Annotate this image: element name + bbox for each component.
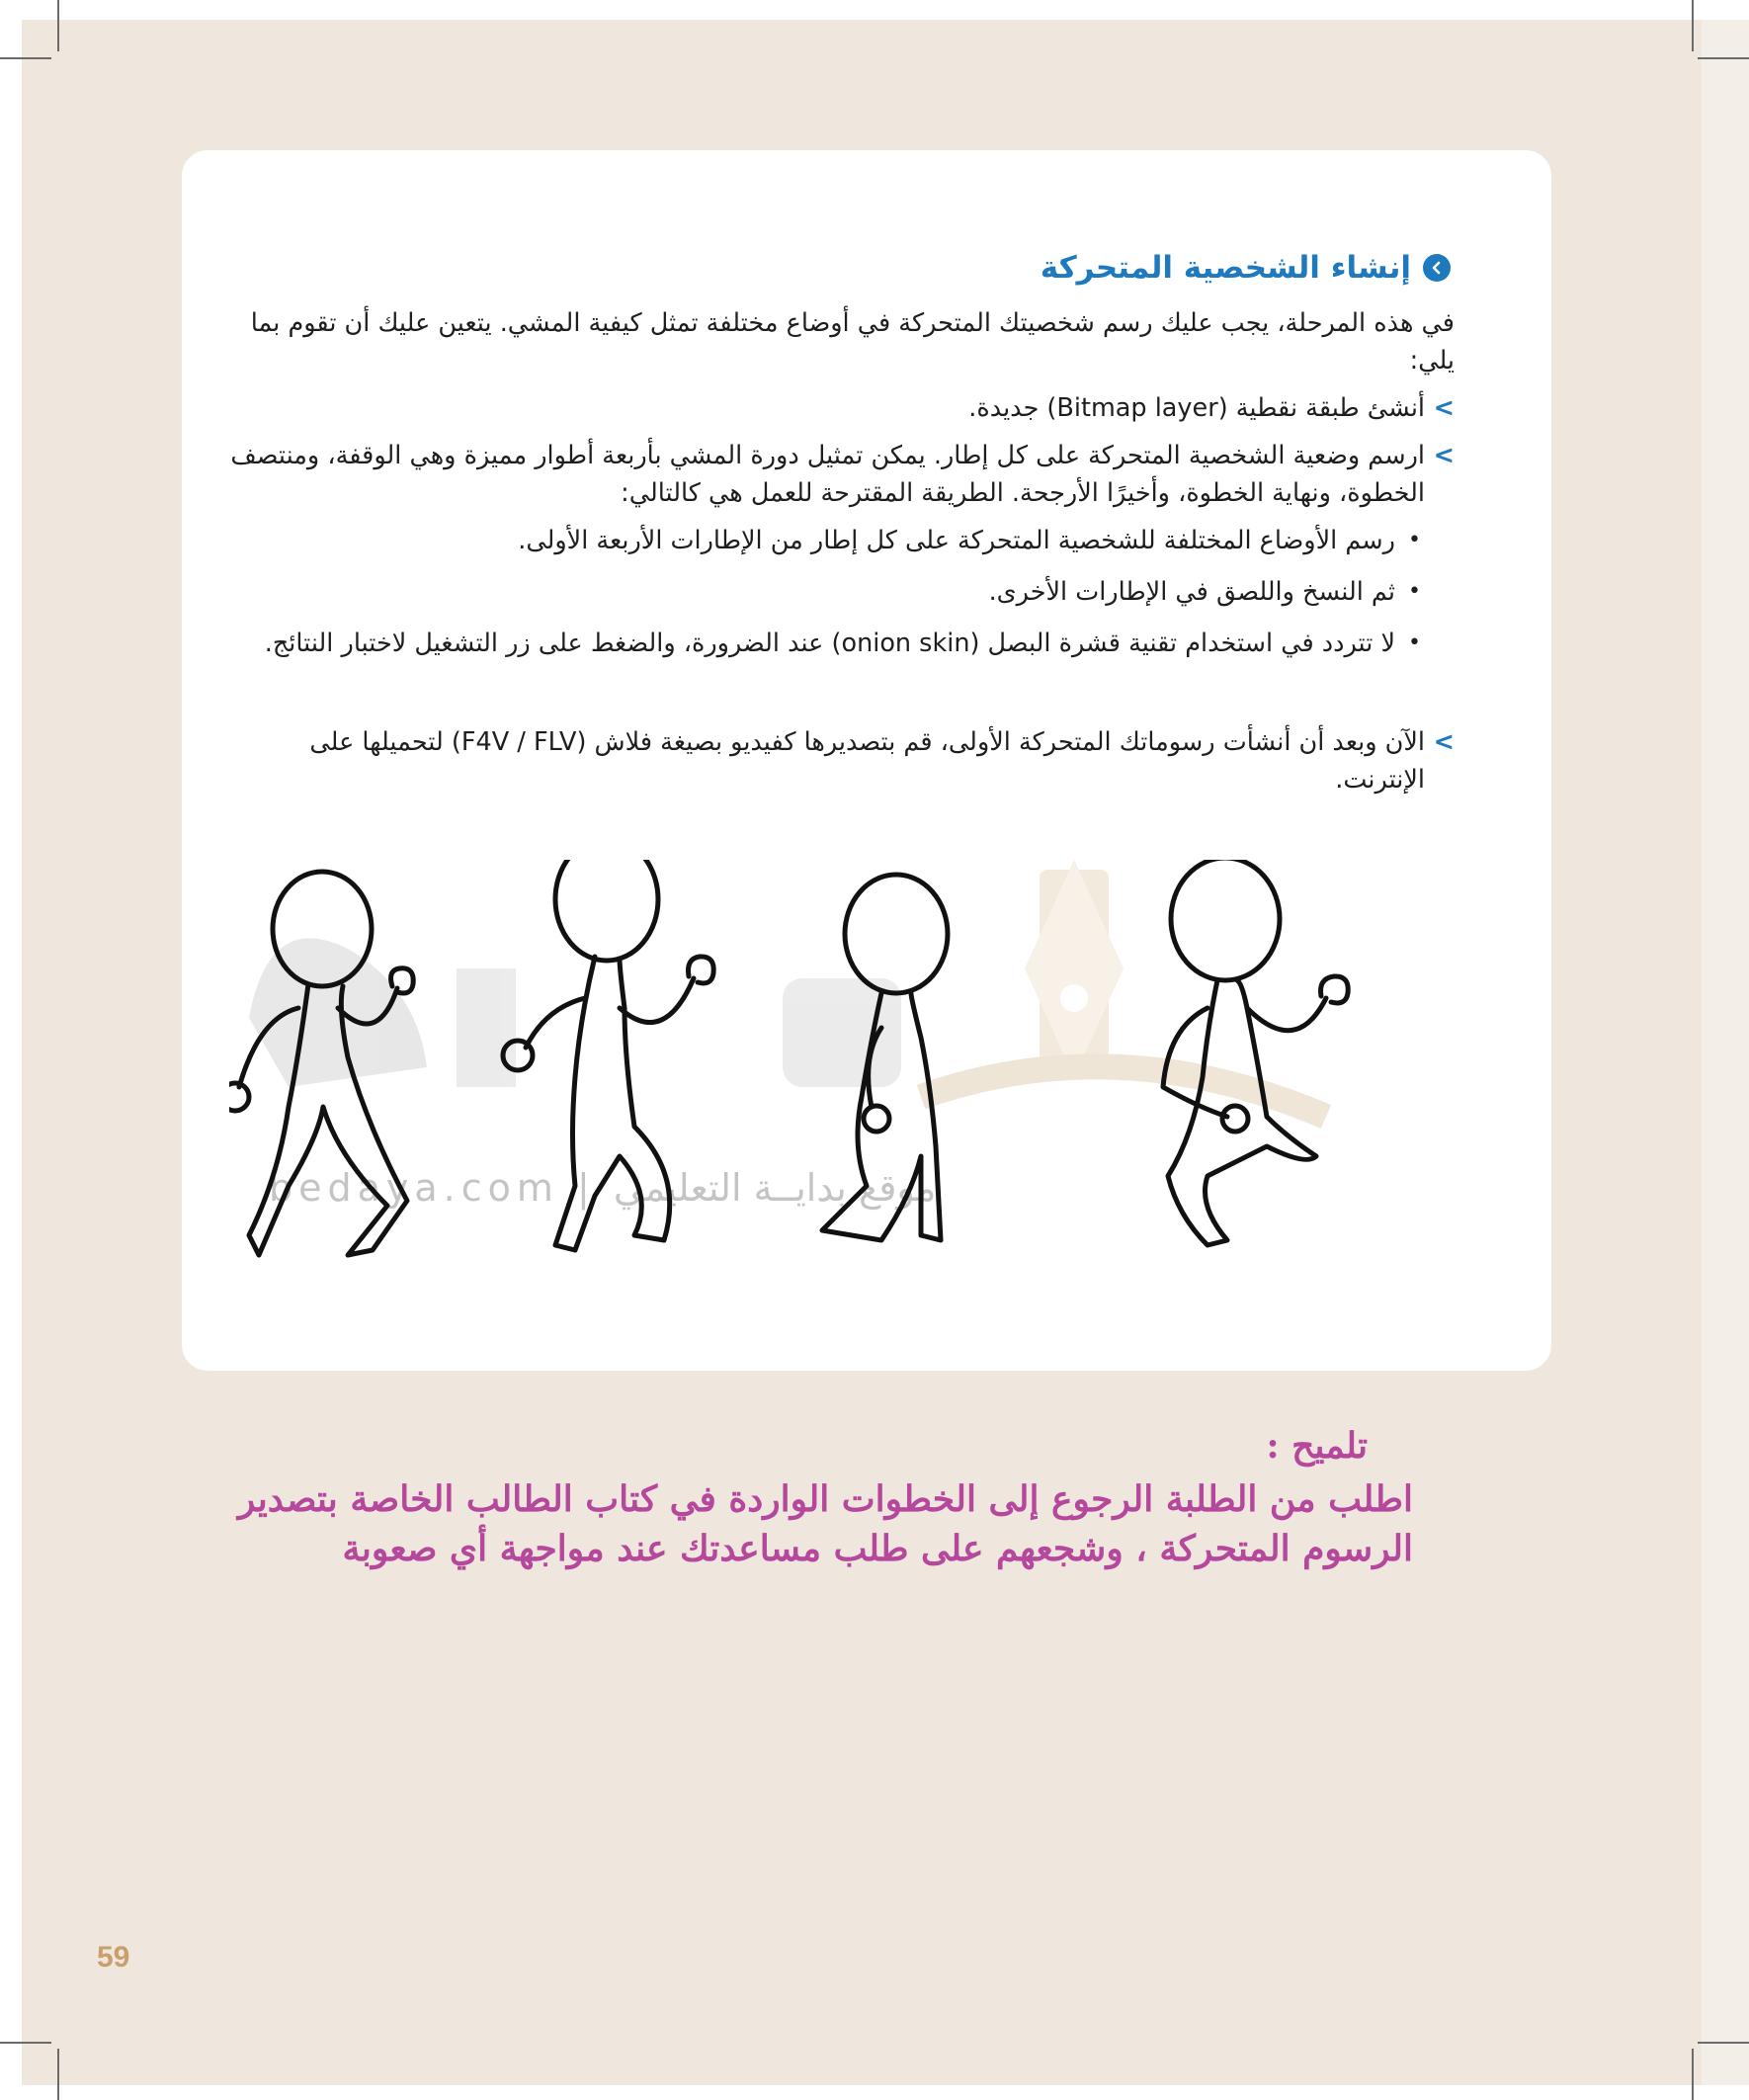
bullet-marker: • bbox=[1408, 630, 1421, 655]
bullet-marker: • bbox=[1408, 528, 1421, 552]
bullet-item bbox=[229, 522, 1421, 559]
bullet-item bbox=[229, 573, 1421, 611]
walking-figure-passing bbox=[503, 860, 713, 1250]
section-content bbox=[229, 245, 1455, 808]
bullet-text: رسم الأوضاع المختلفة للشخصية المتحركة على كل إطار من الإطارات الأربعة الأولى. bbox=[518, 526, 1395, 555]
section-heading bbox=[229, 245, 1455, 291]
page-number: 59 bbox=[97, 1941, 130, 1974]
walk-cycle-illustration bbox=[229, 860, 1514, 1324]
section-title: إنشاء الشخصية المتحركة bbox=[1040, 250, 1411, 286]
bullet-marker: • bbox=[1408, 579, 1421, 604]
walking-figure-contact bbox=[229, 872, 413, 1255]
bullet-text: ثم النسخ واللصق في الإطارات الأخرى. bbox=[988, 577, 1395, 607]
crop-mark bbox=[1692, 0, 1694, 51]
crop-mark bbox=[0, 57, 51, 59]
bullet-text: لا تتردد في استخدام تقنية قشرة البصل (onion skin) عند الضرورة، والضغط على زر التشغيل لاختبار النتائج. bbox=[264, 629, 1395, 658]
walking-figure-recoil bbox=[822, 875, 948, 1240]
walking-figure-high-point bbox=[1163, 860, 1348, 1245]
page-edge-strip bbox=[1702, 20, 1749, 2085]
crop-mark bbox=[0, 2042, 51, 2044]
watermark-text: bedaya.com | موقع بدايــة التعليمي bbox=[269, 1166, 937, 1210]
crop-mark bbox=[57, 0, 59, 51]
hint-title: تلميح : bbox=[1266, 1425, 1368, 1467]
step-item bbox=[229, 437, 1455, 512]
crop-mark bbox=[1698, 2042, 1749, 2044]
step-item bbox=[229, 723, 1455, 798]
step-marker: > bbox=[1433, 393, 1455, 423]
bullet-list bbox=[229, 522, 1455, 662]
intro-paragraph: في هذه المرحلة، يجب عليك رسم شخصيتك المتحركة في أوضاع مختلفة تمثل كيفية المشي. يتعين عليك أن تقوم بما يلي: bbox=[250, 308, 1455, 376]
crop-mark bbox=[1692, 2049, 1694, 2100]
step-marker: > bbox=[1433, 727, 1455, 757]
hint-body: اطلب من الطلبة الرجوع إلى الخطوات الواردة في كتاب الطالب الخاصة بتصدير الرسوم المتحركة ، وشجعهم على طلب مساعدتك عند مواجهة أي صعوبة bbox=[237, 1478, 1413, 1569]
step-text: ارسم وضعية الشخصية المتحركة على كل إطار. يمكن تمثيل دورة المشي بأربعة أطوار مميزة وهي الوقفة، ومنتصف الخطوة، ونهاية الخطوة، وأخيرًا الأرجحة. الطريقة المقترحة للعمل هي كالتالي: bbox=[230, 441, 1425, 508]
crop-mark bbox=[1698, 57, 1749, 59]
step-item bbox=[229, 389, 1455, 427]
bullet-item bbox=[229, 625, 1421, 662]
teacher-hint bbox=[128, 1423, 1413, 1573]
step-text: الآن وبعد أن أنشأت رسوماتك المتحركة الأولى، قم بتصديرها كفيديو بصيغة فلاش (F4V / FLV) لتحميلها على الإنترنت. bbox=[309, 727, 1425, 795]
chevron-left-icon bbox=[1423, 254, 1451, 282]
step-text: أنشئ طبقة نقطية (Bitmap layer) جديدة. bbox=[968, 393, 1425, 423]
step-marker: > bbox=[1433, 441, 1455, 470]
crop-mark bbox=[57, 2049, 59, 2100]
